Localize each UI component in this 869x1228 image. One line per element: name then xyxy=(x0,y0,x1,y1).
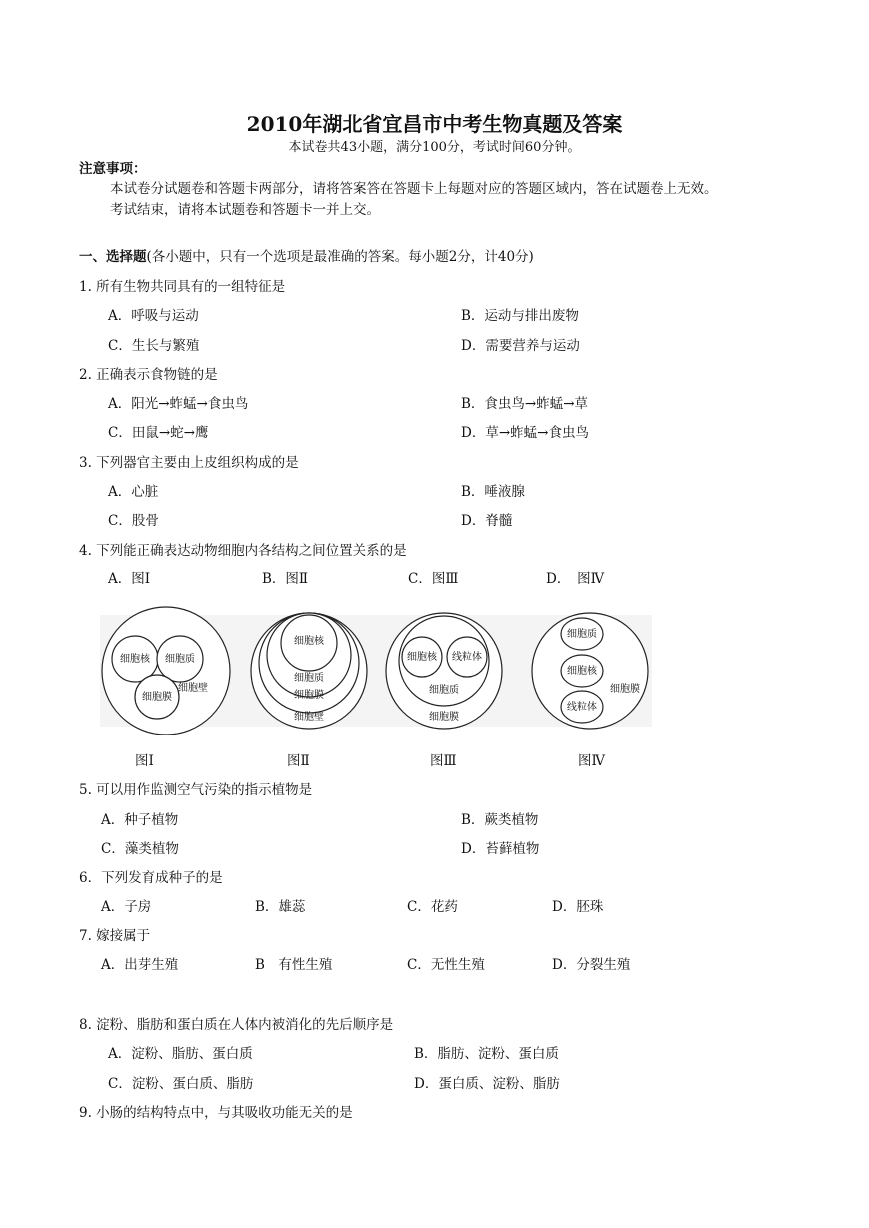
question-3-option-d: D．脊髓 xyxy=(461,513,513,529)
question-6-stem: 6．下列发育成种子的是 xyxy=(79,870,223,886)
cell-structure-figures xyxy=(95,605,655,735)
figure-1-wall-label: 细胞壁 xyxy=(178,683,208,694)
question-2-option-b: B．食虫鸟→蚱蜢→草 xyxy=(461,396,589,412)
question-1-option-c: C．生长与繁殖 xyxy=(108,338,200,354)
question-3-option-b: B．唾液腺 xyxy=(461,484,525,500)
figure-2-nucleus-label: 细胞核 xyxy=(294,636,324,647)
figure-3-membrane-label: 细胞膜 xyxy=(429,712,459,723)
question-8-option-b: B．脂肪、淀粉、蛋白质 xyxy=(414,1046,559,1062)
figure-1-nucleus-label: 细胞核 xyxy=(120,654,150,665)
question-5-option-b: B．蕨类植物 xyxy=(461,812,539,828)
figure-4-membrane-label: 细胞膜 xyxy=(610,684,640,695)
figure-1 xyxy=(102,607,230,735)
question-8-option-c: C．淀粉、蛋白质、脂肪 xyxy=(108,1076,254,1092)
question-8-option-a: A．淀粉、脂肪、蛋白质 xyxy=(108,1046,253,1062)
figure-3 xyxy=(386,613,502,729)
question-7-option-a: A．出芽生殖 xyxy=(101,957,179,973)
question-4-stem: 4. 下列能正确表达动物细胞内各结构之间位置关系的是 xyxy=(79,543,407,559)
figure-4-mitochondria-label: 线粒体 xyxy=(567,702,597,713)
figure-4-nucleus-label: 细胞核 xyxy=(567,666,597,677)
figure-2 xyxy=(251,613,367,729)
question-7-option-d: D．分裂生殖 xyxy=(552,957,631,973)
question-1-option-d: D．需要营养与运动 xyxy=(461,338,580,354)
question-1-option-b: B．运动与排出废物 xyxy=(461,308,579,324)
figure-4-cytoplasm-label: 细胞质 xyxy=(567,629,597,640)
figure-3-mitochondria-label: 线粒体 xyxy=(452,652,482,663)
question-5-stem: 5. 可以用作监测空气污染的指示植物是 xyxy=(79,782,313,798)
figure-2-cytoplasm-label: 细胞质 xyxy=(294,673,324,684)
question-3-option-a: A．心脏 xyxy=(108,484,159,500)
question-2-option-c: C．田鼠→蛇→鹰 xyxy=(108,425,209,441)
question-2-option-a: A．阳光→蚱蜢→食虫鸟 xyxy=(108,396,249,412)
question-3-option-c: C．股骨 xyxy=(108,513,159,529)
question-7-option-b: B 有性生殖 xyxy=(255,957,333,973)
figure-2-membrane-label: 细胞膜 xyxy=(294,690,324,701)
question-1-option-a: A．呼吸与运动 xyxy=(108,308,199,324)
question-6-option-b: B．雄蕊 xyxy=(255,899,306,915)
question-4-option-d: D． 图Ⅳ xyxy=(546,571,605,587)
question-6-option-d: D．胚珠 xyxy=(552,899,604,915)
section-description: (各小题中，只有一个选项是最准确的答案。每小题2分，计40分) xyxy=(146,249,534,265)
question-9-stem: 9. 小肠的结构特点中，与其吸收功能无关的是 xyxy=(79,1105,353,1121)
question-8-stem: 8. 淀粉、脂肪和蛋白质在人体内被消化的先后顺序是 xyxy=(79,1017,394,1033)
question-2-option-d: D．草→蚱蜢→食虫鸟 xyxy=(461,425,589,441)
figure-1-caption: 图Ⅰ xyxy=(135,753,154,769)
figure-2-caption: 图Ⅱ xyxy=(287,753,310,769)
question-3-stem: 3. 下列器官主要由上皮组织构成的是 xyxy=(79,455,299,471)
question-6-option-a: A．子房 xyxy=(101,899,152,915)
figure-3-caption: 图Ⅲ xyxy=(430,753,457,769)
question-4-option-a: A．图Ⅰ xyxy=(108,571,151,587)
question-7-stem: 7. 嫁接属于 xyxy=(79,928,151,944)
notice-line-2: 考试结束，请将本试题卷和答题卡一并上交。 xyxy=(110,202,380,218)
question-5-option-d: D．苔藓植物 xyxy=(461,841,540,857)
notice-line-1: 本试卷分试题卷和答题卡两部分，请将答案答在答题卡上每题对应的答题区域内，答在试题卷上无效。 xyxy=(110,181,718,197)
question-8-option-d: D．蛋白质、淀粉、脂肪 xyxy=(414,1076,560,1092)
figure-1-cytoplasm-label: 细胞质 xyxy=(165,654,195,665)
question-2-stem: 2. 正确表示食物链的是 xyxy=(79,367,218,383)
figure-2-wall-label: 细胞壁 xyxy=(294,712,324,723)
question-5-option-c: C．藻类植物 xyxy=(101,841,179,857)
figure-1-membrane-label: 细胞膜 xyxy=(142,692,172,703)
section-heading xyxy=(79,245,534,265)
figure-3-nucleus-label: 细胞核 xyxy=(407,652,437,663)
question-1-stem: 1. 所有生物共同具有的一组特征是 xyxy=(79,279,286,295)
notice-heading: 注意事项： xyxy=(79,161,147,177)
figure-4-caption: 图Ⅳ xyxy=(578,753,605,769)
section-label: 一、选择题 xyxy=(79,249,147,265)
question-6-option-c: C．花药 xyxy=(407,899,458,915)
page-title: 2010年湖北省宜昌市中考生物真题及答案 xyxy=(246,112,623,136)
question-5-option-a: A．种子植物 xyxy=(101,812,179,828)
exam-info: 本试卷共43小题，满分100分，考试时间60分钟。 xyxy=(288,140,581,155)
question-4-option-b: B．图Ⅱ xyxy=(262,571,309,587)
figure-3-cytoplasm-label: 细胞质 xyxy=(429,685,459,696)
question-4-option-c: C．图Ⅲ xyxy=(408,571,459,587)
question-7-option-c: C．无性生殖 xyxy=(407,957,485,973)
figure-4 xyxy=(532,613,648,729)
